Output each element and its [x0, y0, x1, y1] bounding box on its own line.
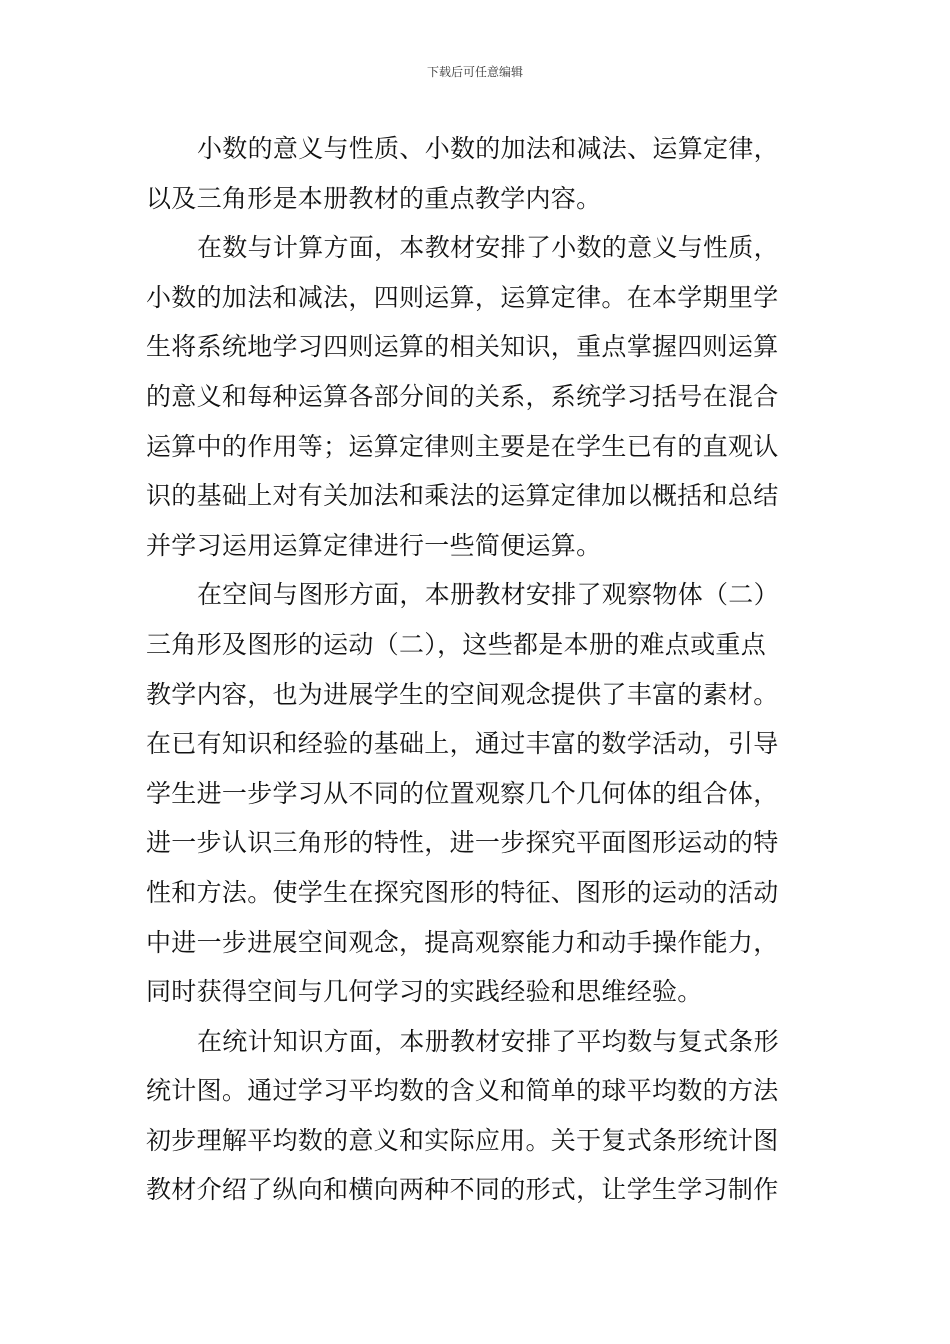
text-line: 在统计知识方面，本册教材安排了平均数与复式条形	[197, 1026, 779, 1056]
text-line: 性和方法。使学生在探究图形的特征、图形的运动的活动	[146, 877, 779, 907]
text-line: 进一步认识三角形的特性，进一步探究平面图形运动的特	[146, 828, 779, 858]
text-line: 教学内容，也为进展学生的空间观念提供了丰富的素材。	[146, 679, 779, 709]
text-line: 学生进一步学习从不同的位置观察几个几何体的组合体，	[146, 778, 779, 808]
text-line: 教材介绍了纵向和横向两种不同的形式，让学生学习制作	[146, 1175, 779, 1205]
text-line: 同时获得空间与几何学习的实践经验和思维经验。	[146, 977, 703, 1007]
page-header: 下载后可任意编辑	[426, 65, 523, 79]
text-line: 生将系统地学习四则运算的相关知识，重点掌握四则运算	[146, 332, 779, 362]
text-line: 以及三角形是本册教材的重点教学内容。	[146, 183, 602, 213]
text-line: 在空间与图形方面，本册教材安排了观察物体（二）	[197, 580, 779, 610]
text-line: 统计图。通过学习平均数的含义和简单的球平均数的方法	[146, 1076, 779, 1106]
text-line: 识的基础上对有关加法和乘法的运算定律加以概括和总结	[146, 481, 779, 511]
text-line: 小数的加法和减法，四则运算，运算定律。在本学期里学	[146, 282, 779, 312]
text-line: 中进一步进展空间观念，提高观察能力和动手操作能力，	[146, 927, 779, 957]
text-line: 在已有知识和经验的基础上，通过丰富的数学活动，引导	[146, 729, 779, 759]
document-body	[146, 124, 812, 1215]
text-line: 运算中的作用等；运算定律则主要是在学生已有的直观认	[146, 431, 779, 461]
text-line: 在数与计算方面，本教材安排了小数的意义与性质，	[197, 233, 779, 263]
text-line: 初步理解平均数的意义和实际应用。关于复式条形统计图	[146, 1125, 779, 1155]
text-line: 三角形及图形的运动（二），这些都是本册的难点或重点	[146, 629, 767, 659]
text-line: 并学习运用运算定律进行一些简便运算。	[146, 530, 602, 560]
text-line: 的意义和每种运算各部分间的关系，系统学习括号在混合	[146, 381, 779, 411]
text-line: 小数的意义与性质、小数的加法和减法、运算定律，	[197, 134, 779, 163]
